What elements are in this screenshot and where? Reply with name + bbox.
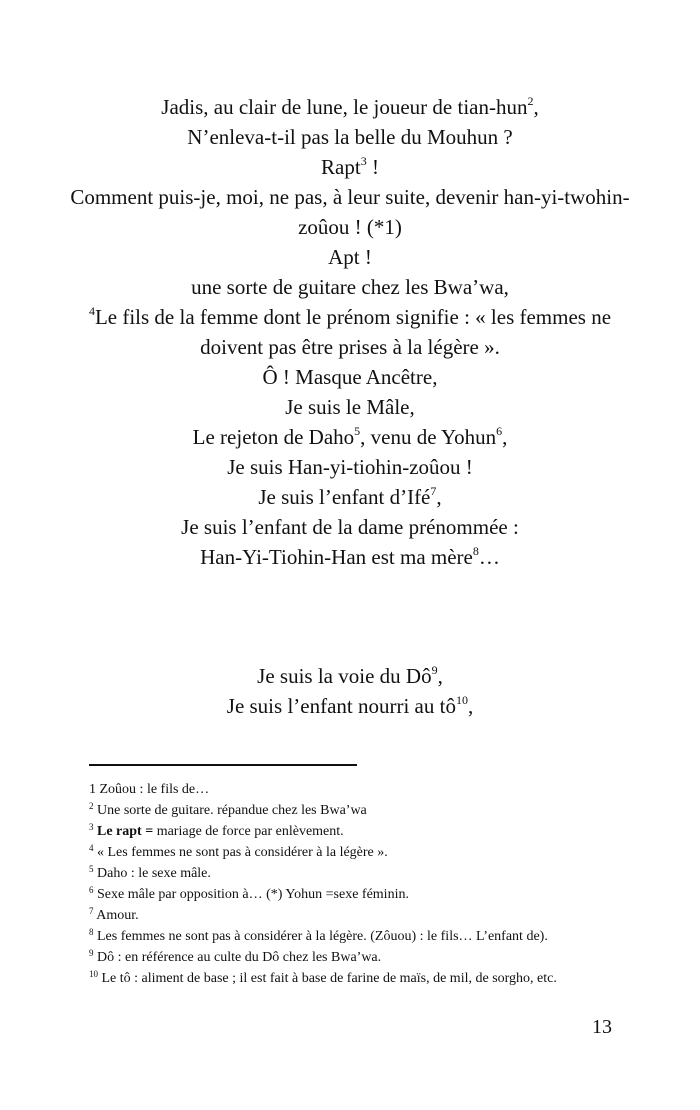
poem-stanza-1 bbox=[60, 92, 640, 572]
footnote-ref: 3 bbox=[360, 154, 367, 168]
footnote: $^6$ Sexe mâle par opposition à… (*) Yohun =sexe féminin. bbox=[89, 885, 409, 902]
verse-line: Rapt$^3$ ! bbox=[321, 154, 379, 179]
footnote-ref: 9 bbox=[431, 663, 438, 677]
footnote-ref: 6 bbox=[496, 424, 503, 438]
footnote: $^3$ Le rapt = mariage de force par enlèvement. bbox=[89, 822, 344, 839]
footnote: $^5$ Daho : le sexe mâle. bbox=[89, 864, 211, 881]
verse-line: Je suis l’enfant de la dame prénommée : bbox=[181, 515, 519, 539]
footnote-ref: 4 bbox=[88, 304, 95, 318]
footnote-ref: 7 bbox=[430, 484, 437, 498]
footnote: $^7$ Amour. bbox=[89, 906, 139, 923]
footnote: $^9$ Dô : en référence au culte du Dô chez les Bwa’wa. bbox=[89, 948, 382, 965]
footnote-ref: 2 bbox=[527, 94, 534, 108]
footnote-ref: 5 bbox=[354, 424, 361, 438]
footnote: $^4$ « Les femmes ne sont pas à considérer à la légère ». bbox=[89, 843, 388, 860]
page-number: 13 bbox=[592, 1016, 612, 1038]
verse-line: Je suis le Mâle, bbox=[285, 395, 415, 419]
footnote-separator bbox=[89, 764, 357, 766]
verse-line: Han-Yi-Tiohin-Han est ma mère$^8$… bbox=[200, 544, 500, 569]
verse-line: Je suis la voie du $Dô^9$, bbox=[257, 663, 443, 688]
footnote: $^8$ Les femmes ne sont pas à considérer à la légère. (Zôuou) : le fils… L’enfant de). bbox=[89, 927, 548, 944]
verse-line: Comment puis-je, moi, ne pas, à leur suite, devenir han-yi-twohin-zoûou ! (*1) bbox=[70, 185, 630, 239]
verse-line: Je suis l’enfant d’Ifé$^7$, bbox=[258, 484, 442, 509]
verse-line: une sorte de guitare chez les Bwa’wa, bbox=[191, 275, 509, 299]
verse-line: Apt ! bbox=[328, 245, 372, 269]
verse-line: N’enleva-t-il pas la belle du Mouhun ? bbox=[187, 125, 513, 149]
footnotes bbox=[89, 779, 619, 989]
verse-line: Ô ! Masque Ancêtre, bbox=[262, 365, 438, 389]
verse-line: Je suis l’enfant nourri au $tô^{10}$, bbox=[226, 693, 474, 718]
footnote: 1 Zoûou : le fils de… bbox=[89, 782, 210, 797]
footnote-ref: 10 bbox=[455, 693, 468, 707]
verse-line: Jadis, au clair de lune, le joueur de tian-hun$^2$, bbox=[161, 94, 539, 119]
footnote-ref: 8 bbox=[472, 544, 479, 558]
footnote: $^2$ Une sorte de guitare. répandue chez les Bwa’wa bbox=[89, 801, 367, 818]
poem-stanza-2 bbox=[60, 661, 640, 721]
verse-line: $^4$Le fils de la femme dont le prénom signifie : « les femmes ne doivent pas être prises à la légère ». bbox=[88, 304, 612, 359]
verse-line: Je suis Han-yi-tiohin-zoûou ! bbox=[227, 455, 473, 479]
verse-line: Le rejeton de Daho$^5$, venu de Yohun$^6$, bbox=[192, 424, 508, 449]
footnote: $^{10}$ Le tô : aliment de base ; il est fait à base de farine de maïs, de mil, de sorgho, etc. bbox=[89, 969, 557, 986]
